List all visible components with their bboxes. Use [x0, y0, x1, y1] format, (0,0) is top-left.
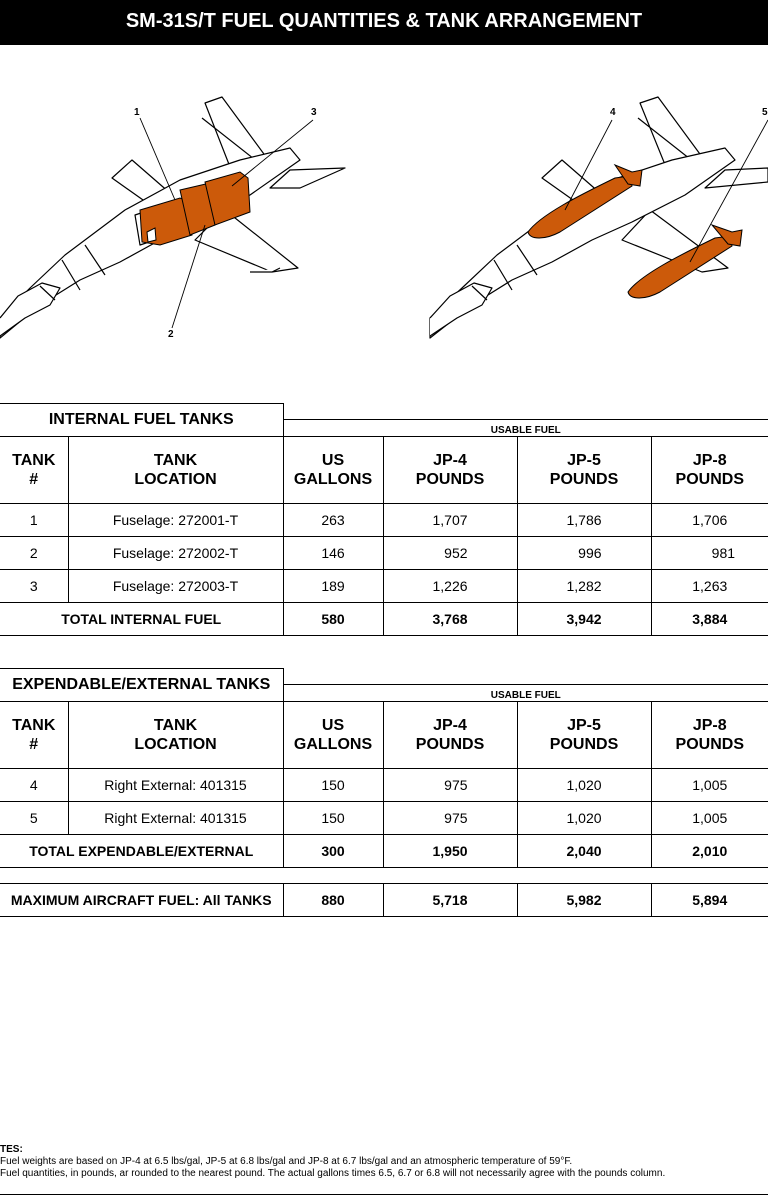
- col-jp5-pounds: JP-5 POUNDS: [517, 437, 651, 504]
- jp8-pounds: 1,263: [651, 570, 768, 603]
- callout-1: 1: [134, 107, 140, 118]
- col-tank-location: TANK LOCATION: [68, 437, 283, 504]
- notes-heading: TES:: [0, 1144, 23, 1155]
- jp5-pounds: 1,020: [517, 769, 651, 802]
- external-table-title: EXPENDABLE/EXTERNAL TANKS: [0, 669, 283, 702]
- aircraft-external-tanks-diagram: [0, 90, 768, 350]
- col-jp5-pounds: JP-5 POUNDS: [517, 702, 651, 769]
- jp8-pounds: 1,005: [651, 802, 768, 835]
- jp5-pounds: 1,786: [517, 504, 651, 537]
- maximum-jp4: 5,718: [383, 884, 517, 917]
- callout-2: 2: [168, 329, 174, 340]
- jp4-pounds: 975: [383, 769, 517, 802]
- col-us-gallons: US GALLONS: [283, 702, 383, 769]
- col-tank-number: TANK #: [0, 702, 68, 769]
- table-row: [0, 570, 768, 603]
- usable-fuel-label: USABLE FUEL: [283, 420, 768, 437]
- jp4-pounds: 1,226: [383, 570, 517, 603]
- note-2: Fuel quantities, in pounds, ar rounded to the nearest pound. The actual gallons times 6.5, 6.7 or 6.8 will not necessarily agree with the pounds column.: [0, 1168, 666, 1179]
- tank-number: 1: [0, 504, 68, 537]
- internal-total-row: [0, 603, 768, 636]
- callout-4: 4: [610, 107, 616, 118]
- col-jp4-pounds: JP-4 POUNDS: [383, 702, 517, 769]
- table-row: [0, 504, 768, 537]
- jp5-pounds: 1,020: [517, 802, 651, 835]
- tank-location: Right External: 401315: [68, 802, 283, 835]
- total-gallons: 580: [283, 603, 383, 636]
- maximum-fuel-row: [0, 884, 768, 917]
- tank-location: Fuselage: 272002-T: [68, 537, 283, 570]
- external-total-row: [0, 835, 768, 868]
- total-jp8: 3,884: [651, 603, 768, 636]
- jp4-pounds: 975: [383, 802, 517, 835]
- page-title: SM-31S/T FUEL QUANTITIES & TANK ARRANGEMENT: [0, 0, 768, 45]
- notes: [0, 1144, 665, 1180]
- total-gallons: 300: [283, 835, 383, 868]
- maximum-gallons: 880: [283, 884, 383, 917]
- us-gallons: 150: [283, 802, 383, 835]
- tank-number: 5: [0, 802, 68, 835]
- table-row: [0, 802, 768, 835]
- maximum-jp5: 5,982: [517, 884, 651, 917]
- jp8-pounds: 1,005: [651, 769, 768, 802]
- jp8-pounds: 1,706: [651, 504, 768, 537]
- tank-number: 2: [0, 537, 68, 570]
- jp8-pounds: 981: [651, 537, 768, 570]
- total-jp4: 3,768: [383, 603, 517, 636]
- internal-fuel-table: [0, 403, 768, 636]
- tank-number: 3: [0, 570, 68, 603]
- external-fuel-table: [0, 668, 768, 868]
- tank-number: 4: [0, 769, 68, 802]
- col-jp8-pounds: JP-8 POUNDS: [651, 437, 768, 504]
- col-jp8-pounds: JP-8 POUNDS: [651, 702, 768, 769]
- note-1: Fuel weights are based on JP-4 at 6.5 lbs/gal, JP-5 at 6.8 lbs/gal and JP-8 at 6.7 lbs/gal and an atmospheric temperature of 59°F.: [0, 1156, 573, 1167]
- total-jp4: 1,950: [383, 835, 517, 868]
- usable-fuel-label: USABLE FUEL: [283, 685, 768, 702]
- total-label: TOTAL INTERNAL FUEL: [0, 603, 283, 636]
- tank-location: Right External: 401315: [68, 769, 283, 802]
- jp4-pounds: 952: [383, 537, 517, 570]
- us-gallons: 263: [283, 504, 383, 537]
- total-label: TOTAL EXPENDABLE/EXTERNAL: [0, 835, 283, 868]
- col-us-gallons: US GALLONS: [283, 437, 383, 504]
- tank-location: Fuselage: 272003-T: [68, 570, 283, 603]
- table-row: [0, 769, 768, 802]
- callout-3: 3: [311, 107, 317, 118]
- col-jp4-pounds: JP-4 POUNDS: [383, 437, 517, 504]
- col-tank-location: TANK LOCATION: [68, 702, 283, 769]
- total-jp8: 2,010: [651, 835, 768, 868]
- internal-table-title: INTERNAL FUEL TANKS: [0, 404, 283, 437]
- us-gallons: 150: [283, 769, 383, 802]
- maximum-fuel-table: [0, 883, 768, 917]
- bottom-rule: [0, 1194, 768, 1195]
- maximum-jp8: 5,894: [651, 884, 768, 917]
- us-gallons: 189: [283, 570, 383, 603]
- tank-location: Fuselage: 272001-T: [68, 504, 283, 537]
- us-gallons: 146: [283, 537, 383, 570]
- maximum-label: MAXIMUM AIRCRAFT FUEL: All TANKS: [0, 884, 283, 917]
- jp4-pounds: 1,707: [383, 504, 517, 537]
- total-jp5: 3,942: [517, 603, 651, 636]
- jp5-pounds: 1,282: [517, 570, 651, 603]
- callout-5: 5: [762, 107, 768, 118]
- jp5-pounds: 996: [517, 537, 651, 570]
- col-tank-number: TANK #: [0, 437, 68, 504]
- table-row: [0, 537, 768, 570]
- total-jp5: 2,040: [517, 835, 651, 868]
